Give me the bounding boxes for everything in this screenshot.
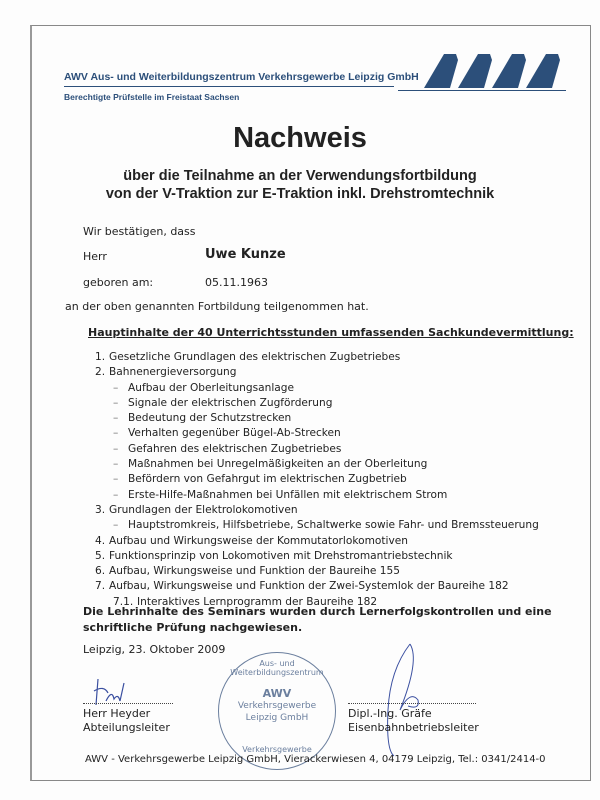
signature-line-left: [83, 703, 173, 704]
item-text: Interaktives Lernprogramm der Baureihe 182: [137, 595, 378, 608]
dash-bullet: –: [113, 519, 119, 532]
sub-item-text: Befördern von Gefahrgut im elektrischen Zugbetrieb: [128, 473, 407, 486]
item-text: Aufbau, Wirkungsweise und Funktion der Baureihe 155: [109, 565, 401, 578]
item-text: Grundlagen der Elektrolokomotiven: [109, 503, 298, 516]
list-item: [95, 503, 539, 518]
stamp-line-3: Leipzig GmbH: [245, 713, 309, 723]
signer-right-name: Dipl.-Ing. Gräfe: [348, 707, 432, 720]
list-item: [95, 350, 539, 365]
footer-address: AWV - Verkehrsgewerbe Leipzig GmbH, Vierackerwiesen 4, 04179 Leipzig, Tel.: 0341/2414-0: [85, 754, 546, 765]
list-item: [95, 549, 539, 564]
signature-heyder: [90, 675, 130, 710]
item-text: Aufbau und Wirkungsweise der Kommutatorlokomotiven: [109, 534, 408, 547]
dash-bullet: –: [113, 381, 119, 394]
list-item: [95, 579, 539, 594]
born-label: geboren am:: [83, 276, 154, 289]
contents-list: [95, 350, 539, 610]
sub-item-text: Erste-Hilfe-Maßnahmen bei Unfällen mit elektrischem Strom: [128, 488, 448, 501]
item-number: 7.: [95, 580, 106, 593]
dash-bullet: –: [113, 427, 119, 440]
sub-list-item: [95, 426, 539, 441]
place-date: Leipzig, 23. Oktober 2009: [83, 643, 226, 656]
item-number: 2.: [95, 366, 106, 379]
sub-item-text: Aufbau der Oberleitungsanlage: [128, 381, 295, 394]
sub-list-item: [95, 442, 539, 457]
dash-bullet: –: [113, 412, 119, 425]
closing-line-1: Die Lehrinhalte des Seminars wurden durch Lernerfolgskontrollen und eine: [83, 605, 552, 618]
header-rule: [64, 86, 394, 87]
sub-item-text: Maßnahmen bei Unregelmäßigkeiten an der Oberleitung: [128, 458, 428, 471]
official-stamp: [218, 652, 336, 770]
participation-text: an der oben genannten Fortbildung teilgenommen hat.: [65, 300, 369, 313]
stamp-line-2: Verkehrsgewerbe: [237, 701, 317, 711]
stamp-ring-top: Aus- und Weiterbildungszentrum: [230, 659, 324, 677]
stamp-awv: AWV: [262, 687, 292, 700]
item-text: Bahnenergieversorgung: [109, 366, 237, 379]
signer-left-name: Herr Heyder: [83, 707, 151, 720]
list-item: [95, 534, 539, 549]
sub-list-item: [95, 381, 539, 396]
item-text: Gesetzliche Grundlagen des elektrischen Zugbetriebes: [109, 351, 401, 363]
signature-graefe: [370, 640, 430, 760]
item-text: Funktionsprinzip von Lokomotiven mit Drehstromantriebstechnik: [109, 549, 453, 562]
participant-name: Uwe Kunze: [205, 247, 286, 262]
sub-item-text: Hauptstromkreis, Hilfsbetriebe, Schaltwerke sowie Fahr- und Bremssteuerung: [128, 519, 539, 532]
list-item: [95, 365, 539, 380]
signer-left-role: Abteilungsleiter: [83, 721, 170, 734]
dash-bullet: –: [113, 442, 119, 455]
item-number: 3.: [95, 503, 106, 516]
sub-list-item: [95, 411, 539, 426]
item-number: 5.: [95, 549, 106, 562]
sub-list-item: [95, 396, 539, 411]
document-title: Nachweis: [233, 122, 367, 154]
closing-line-2: schriftliche Prüfung nachgewiesen.: [83, 621, 303, 634]
contents-heading: Hauptinhalte der 40 Unterrichtsstunden umfassenden Sachkundevermittlung:: [88, 326, 574, 339]
sub-list-item: [95, 518, 539, 533]
dash-bullet: –: [113, 458, 119, 471]
confirm-text: Wir bestätigen, dass: [83, 225, 196, 238]
dash-bullet: –: [113, 396, 119, 409]
born-date: 05.11.1963: [205, 276, 268, 289]
subtitle-line-2: von der V-Traktion zur E-Traktion inkl. Drehstromtechnik: [105, 186, 495, 202]
organization-subtitle: Berechtigte Prüfstelle im Freistaat Sachsen: [64, 92, 240, 102]
item-text: Aufbau, Wirkungsweise und Funktion der Zwei-Systemlok der Baureihe 182: [109, 580, 509, 593]
sub-item-text: Bedeutung der Schutzstrecken: [128, 412, 292, 425]
stamp-ring-bottom: Verkehrsgewerbe: [242, 745, 312, 754]
awv-logo: [420, 50, 580, 92]
list-item: [95, 564, 539, 579]
item-number: 6.: [95, 565, 106, 578]
item-number: 4.: [95, 534, 106, 547]
signer-right-role: Eisenbahnbetriebsleiter: [348, 721, 479, 734]
sub-item-text: Gefahren des elektrischen Zugbetriebes: [128, 442, 342, 455]
sub-list-item: [95, 488, 539, 503]
subtitle-line-1: über die Teilnahme an der Verwendungsfortbildung: [123, 168, 477, 184]
dash-bullet: –: [113, 488, 119, 501]
item-number: 1.: [95, 351, 106, 363]
sub-item-text: Verhalten gegenüber Bügel-Ab-Strecken: [128, 427, 341, 440]
organization-name: AWV Aus- und Weiterbildungszentrum Verkehrsgewerbe Leipzig GmbH: [64, 71, 419, 83]
salutation: Herr: [83, 250, 107, 263]
signature-line-right: [348, 703, 476, 704]
sub-item-text: Signale der elektrischen Zugförderung: [128, 396, 333, 409]
sub-list-item: [95, 457, 539, 472]
dash-bullet: –: [113, 473, 119, 486]
item-number: 7.1.: [113, 595, 134, 608]
sub-list-item: [95, 472, 539, 487]
